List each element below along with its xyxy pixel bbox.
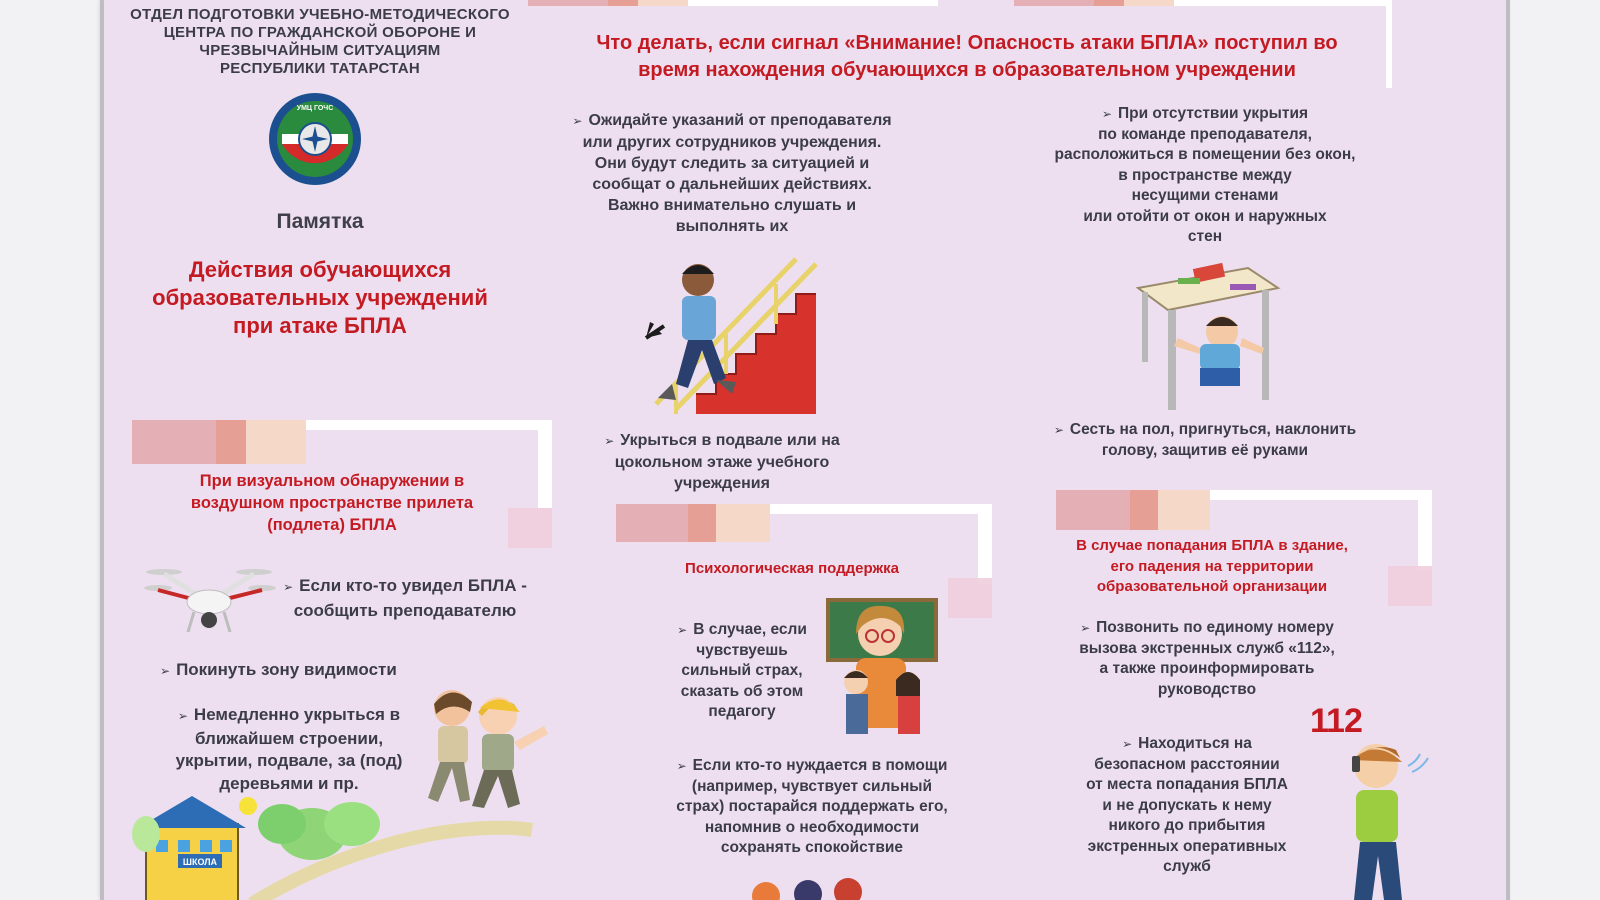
memo-label: Памятка <box>276 210 364 233</box>
top-decor-bar <box>528 0 608 6</box>
drone-icon <box>144 566 274 640</box>
left-title: Действия обучающихся образовательных учреждений при атаке БПЛА <box>152 257 488 338</box>
basement-text: ➢ Укрыться в подвале или на цокольном этаже учебного учреждения <box>604 432 840 492</box>
psych-section-frame <box>616 504 992 614</box>
top-decor-bar <box>1124 0 1174 6</box>
emblem-text: УМЦ ГОЧС <box>296 105 334 112</box>
boy-on-stairs-illustration <box>636 254 826 420</box>
psych-item-2: ➢ Если кто-то нуждается в помощи (например, чувствует сильный страх) постарайся поддержать его, напомнив о необходимости сохранять спокойствие <box>676 757 948 856</box>
instructions-text: ➢ Ожидайте указаний от преподавателя или других сотрудников учреждения. Они будут следить за ситуацией и сообщат о дальнейших действиях. Важно внимательно слушать и выполнять их <box>572 112 892 235</box>
emergency-number: 112 <box>1310 702 1362 740</box>
top-decor-bar <box>1094 0 1124 6</box>
school-landscape-illustration <box>132 794 552 900</box>
organization-name: ОТДЕЛ ПОДГОТОВКИ УЧЕБНО-МЕТОДИЧЕСКОГО ЦЕНТРА ПО ГРАЖДАНСКОЙ ОБОРОНЕ И ЧРЕЗВЫЧАЙНЫМ СИТУАЦИЯМ РЕСПУБЛИКИ ТАТАРСТАН <box>130 6 510 77</box>
top-decor-bar <box>638 0 688 6</box>
bullet-arrow-icon: ➢ <box>572 114 583 128</box>
top-decor-bar <box>1014 0 1094 6</box>
emblem-icon <box>268 92 362 186</box>
visual-section-title: При визуальном обнаружении в воздушном пространстве прилета (подлета) БПЛА <box>190 472 474 534</box>
bullet-arrow-icon: ➢ <box>283 580 294 594</box>
top-decor-bar <box>688 0 938 6</box>
visual-item-3: ➢ Немедленно укрыться в ближайшем строении, укрытии, подвале, за (под) деревьями и пр. <box>175 705 403 793</box>
visual-item-2: ➢ Покинуть зону видимости <box>160 660 397 679</box>
sit-floor-text: ➢ Сесть на пол, пригнуться, наклонить голову, защитив её руками <box>1053 421 1357 459</box>
bullet-arrow-icon: ➢ <box>604 434 615 448</box>
teacher-with-children-illustration <box>826 600 938 746</box>
bullet-arrow-icon: ➢ <box>177 709 188 723</box>
boy-on-phone-illustration <box>1324 736 1434 900</box>
top-decor-bar <box>1174 0 1390 6</box>
hit-item-1: ➢ Позвонить по единому номеру вызова экстренных служб «112», а также проинформировать руководство <box>1079 619 1335 698</box>
bullet-arrow-icon: ➢ <box>1101 107 1112 121</box>
hit-section-title: В случае попадания БПЛА в здание, его падения на территории образовательной организации <box>1076 537 1348 595</box>
bullet-arrow-icon: ➢ <box>1053 423 1064 437</box>
child-under-desk-illustration <box>1138 258 1278 418</box>
no-shelter-text: ➢ При отсутствии укрытия по команде преподавателя, расположиться в помещении без окон, в пространстве между несущими стенами или отойти от окон и наружных стен <box>1054 105 1356 245</box>
poster-right-edge <box>1506 0 1510 900</box>
bullet-arrow-icon: ➢ <box>1080 621 1091 635</box>
bullet-arrow-icon: ➢ <box>677 623 688 637</box>
bullet-arrow-icon: ➢ <box>160 664 171 678</box>
children-heads-illustration <box>742 876 872 900</box>
visual-item-1: ➢ Если кто-то увидел БПЛА - сообщить преподавателю <box>283 576 527 620</box>
top-decor-bar <box>608 0 638 6</box>
memo-poster <box>102 0 1506 900</box>
bullet-arrow-icon: ➢ <box>1122 737 1133 751</box>
hit-item-2: ➢ Находиться на безопасном расстоянии от места попадания БПЛА и не допускать к нему никого до прибытия экстренных оперативных служб <box>1086 735 1288 875</box>
psych-item-1: ➢ В случае, если чувствуешь сильный страх, сказать об этом педагогу <box>677 621 807 720</box>
poster-left-edge <box>100 0 104 900</box>
main-title: Что делать, если сигнал «Внимание! Опасность атаки БПЛА» поступил во время нахождения обучающихся в образовательном учреждении <box>596 32 1338 81</box>
school-sign: ШКОЛА <box>182 857 218 867</box>
bullet-arrow-icon: ➢ <box>676 759 687 773</box>
psych-section-title: Психологическая поддержка <box>685 560 899 577</box>
